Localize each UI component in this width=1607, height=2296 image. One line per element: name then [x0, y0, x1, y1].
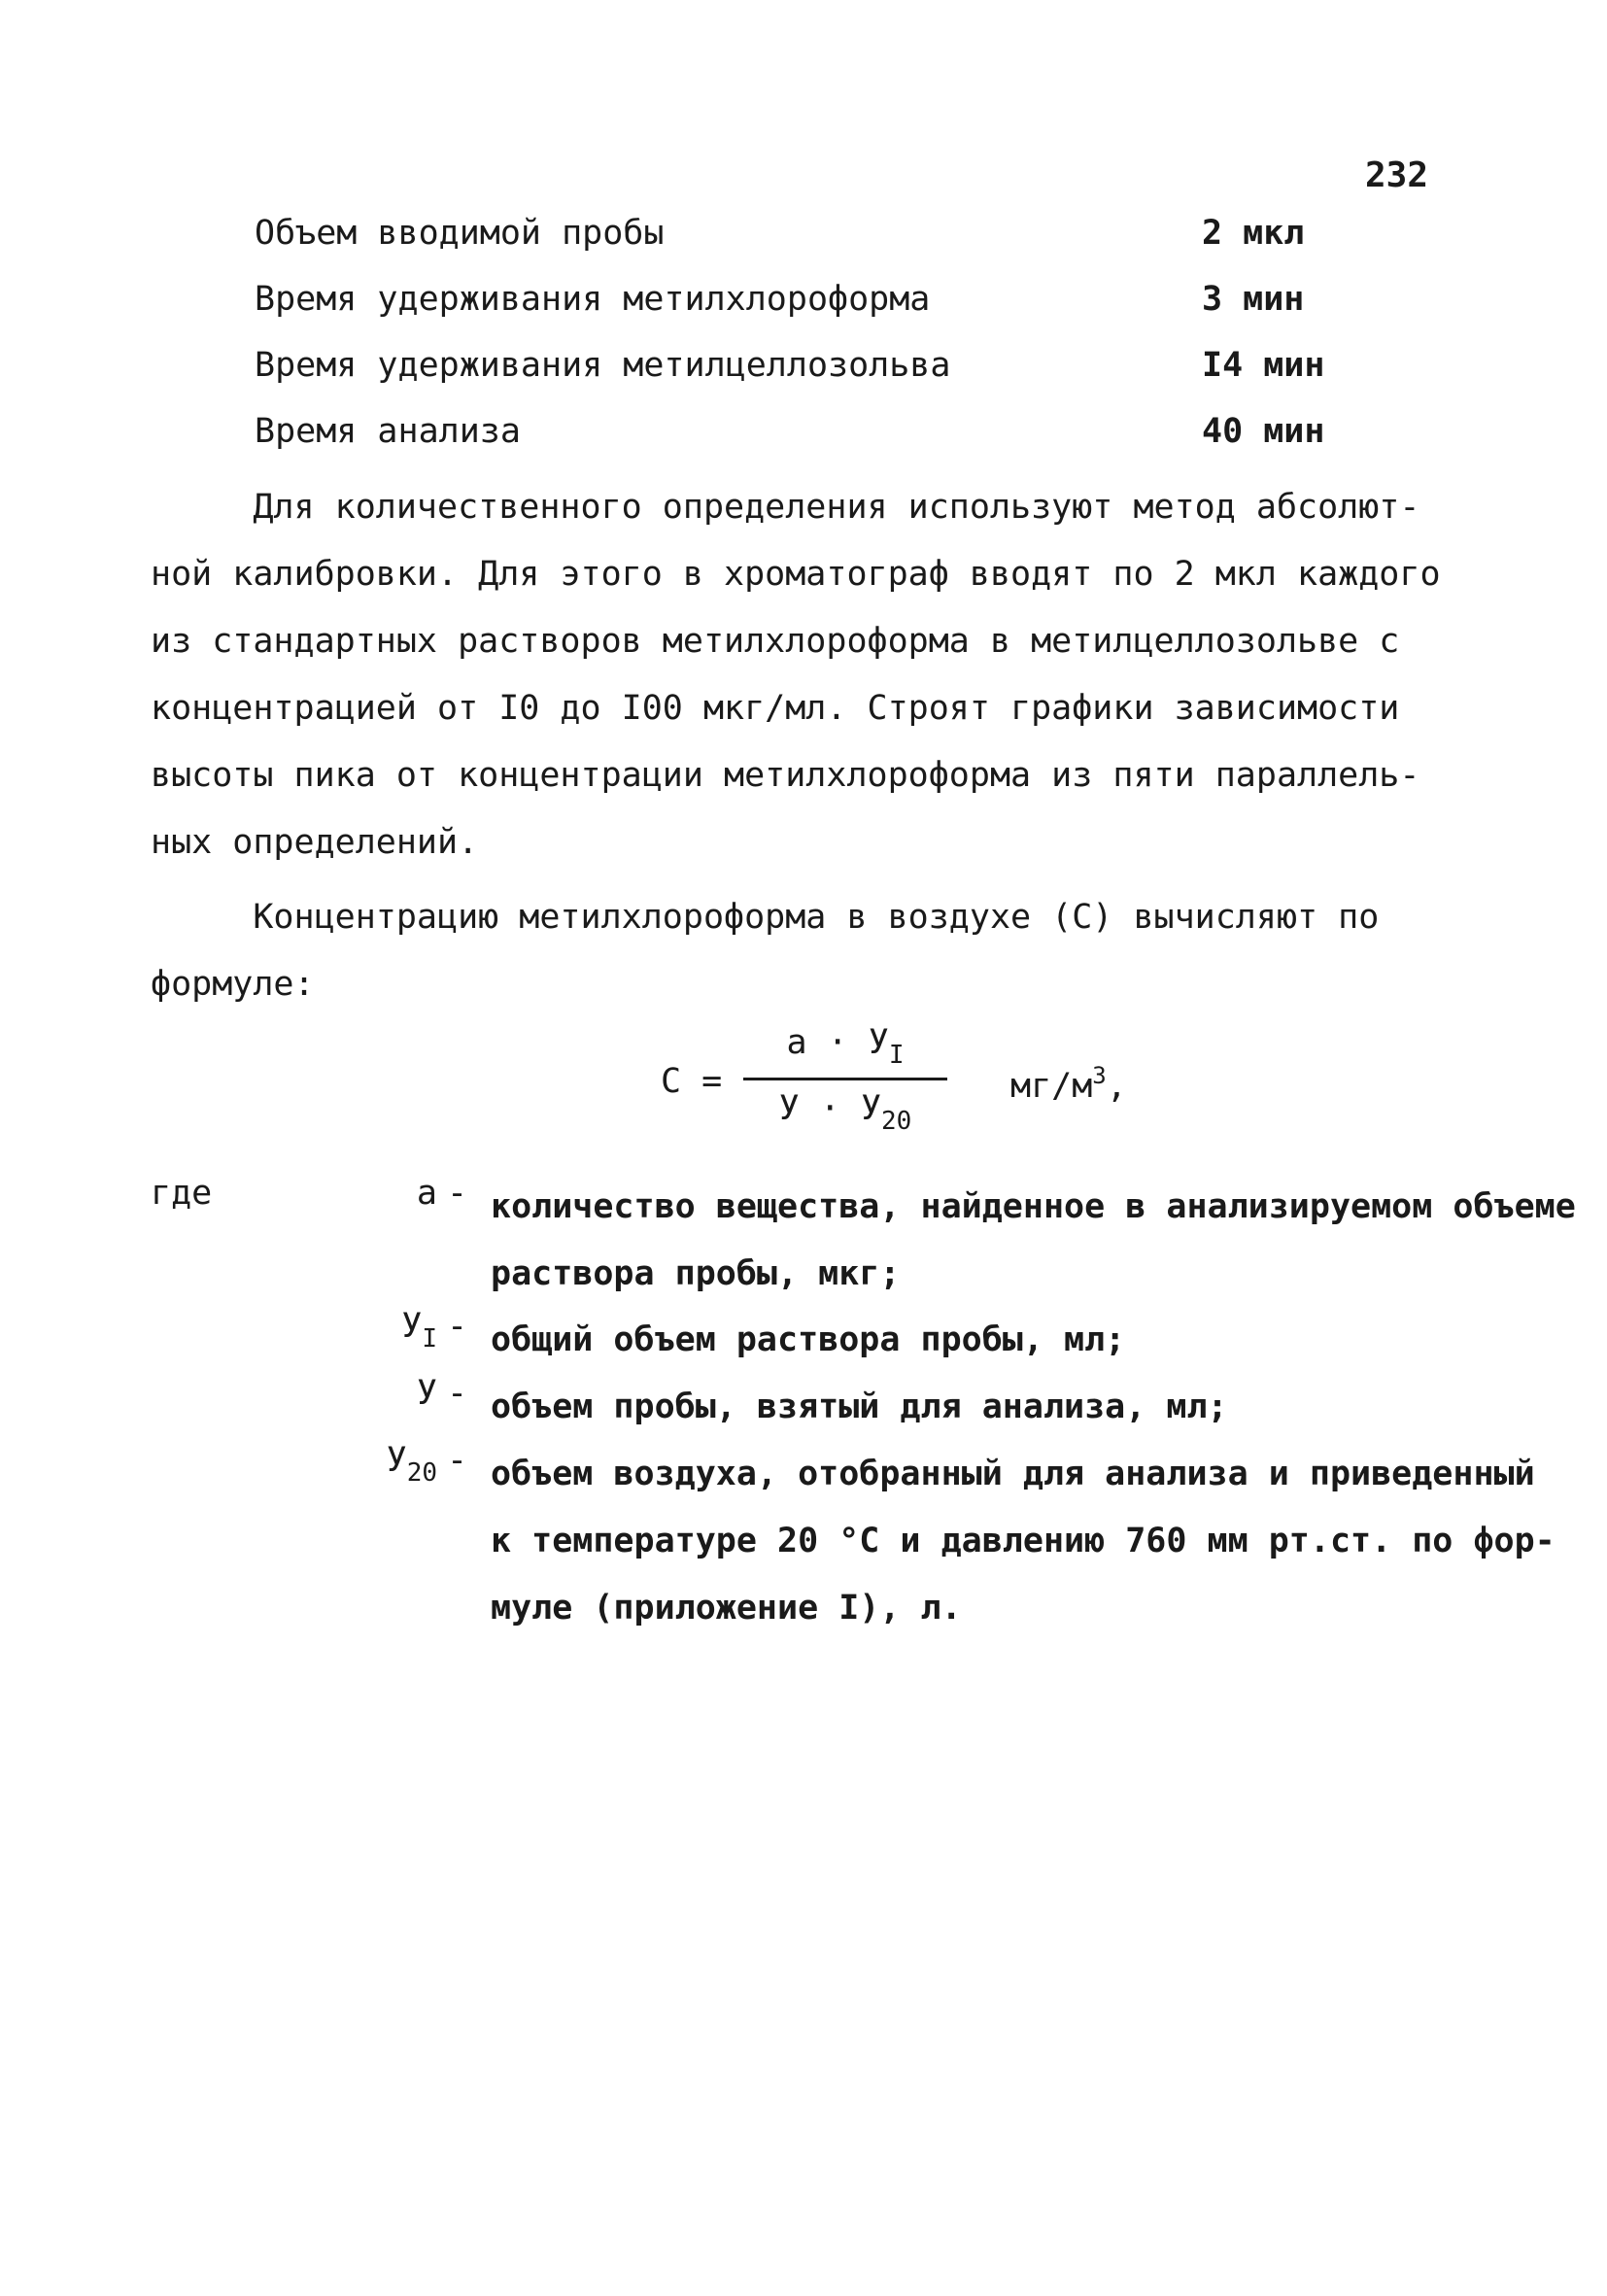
- text-line: объем воздуха, отобранный для анализа и приведенный: [491, 1455, 1535, 1493]
- text-line: ной калибровки. Для этого в хроматограф вводят по 2 мкл каждого: [151, 555, 1441, 594]
- text-line: количество вещества, найденное в анализируемом объеме: [491, 1187, 1576, 1226]
- text-line: муле (приложение I), л.: [491, 1589, 962, 1628]
- definition-symbol: $У_{20}$: [386, 1441, 437, 1488]
- formula-numerator: $а \cdot У_I$: [786, 1023, 905, 1070]
- where-word: где: [151, 1174, 213, 1213]
- definition-row: [151, 1307, 1491, 1375]
- text-line: высоты пика от концентрации метилхлороформа из пяти параллель-: [151, 756, 1420, 795]
- text-line: Для количественного определения используют метод абсолют-: [151, 488, 1420, 527]
- definition-symbol: а: [416, 1174, 437, 1213]
- concentration-formula: [661, 1015, 1205, 1151]
- formula-unit: $мг/м^3$,: [1010, 1062, 1127, 1106]
- text-line: объем пробы, взятый для анализа, мл;: [491, 1388, 1228, 1426]
- definition-dash: -: [447, 1374, 468, 1413]
- parameter-row: [255, 346, 1323, 393]
- formula-fraction: [743, 1015, 947, 1151]
- parameter-row: [255, 280, 1323, 326]
- definition-text: [491, 1307, 1491, 1374]
- parameter-label: Время удерживания метилхлороформа: [255, 280, 931, 319]
- parameter-label: Время анализа: [255, 412, 521, 451]
- text-line: концентрацией от I0 до I00 мкг/мл. Строят графики зависимости: [151, 689, 1400, 728]
- text-line: из стандартных растворов метилхлороформа в метилцеллозольве с: [151, 622, 1400, 661]
- text-line: формуле:: [151, 965, 315, 1004]
- calibration-paragraph: [151, 474, 1462, 876]
- definition-dash: -: [447, 1307, 468, 1346]
- definition-symbol: У: [416, 1374, 437, 1413]
- parameter-value: 2 мкл: [1202, 214, 1305, 253]
- parameter-label: Объем вводимой пробы: [255, 214, 665, 253]
- parameter-value: 40 мин: [1202, 412, 1325, 451]
- definition-dash: -: [447, 1441, 468, 1480]
- parameter-row: [255, 412, 1323, 459]
- parameter-row: [255, 214, 1323, 260]
- definition-dash: -: [447, 1174, 468, 1213]
- formula-lhs: С =: [661, 1062, 723, 1101]
- definition-text: [491, 1441, 1556, 1642]
- definition-row: [151, 1374, 1491, 1442]
- definition-row: [151, 1174, 1576, 1310]
- page-number: 232: [1365, 155, 1429, 195]
- text-line: к температуре 20 °С и давлению 760 мм рт.ст. по фор-: [491, 1522, 1556, 1560]
- definition-row: [151, 1441, 1556, 1645]
- definition-symbol: $У_I$: [401, 1307, 437, 1354]
- formula-intro-paragraph: [151, 884, 1462, 1018]
- formula-denominator: $У \cdot У_{20}$: [778, 1089, 912, 1136]
- parameter-label: Время удерживания метилцеллозольва: [255, 346, 951, 385]
- parameter-value: 3 мин: [1202, 280, 1305, 319]
- fraction-bar: [743, 1078, 947, 1080]
- definition-text: [491, 1174, 1576, 1308]
- text-line: раствора пробы, мкг;: [491, 1254, 901, 1293]
- text-line: общий объем раствора пробы, мл;: [491, 1320, 1126, 1359]
- definition-text: [491, 1374, 1491, 1441]
- text-line: ных определений.: [151, 823, 479, 862]
- parameter-value: I4 мин: [1202, 346, 1325, 385]
- text-line: Концентрацию метилхлороформа в воздухе (С) вычисляют по: [151, 898, 1380, 937]
